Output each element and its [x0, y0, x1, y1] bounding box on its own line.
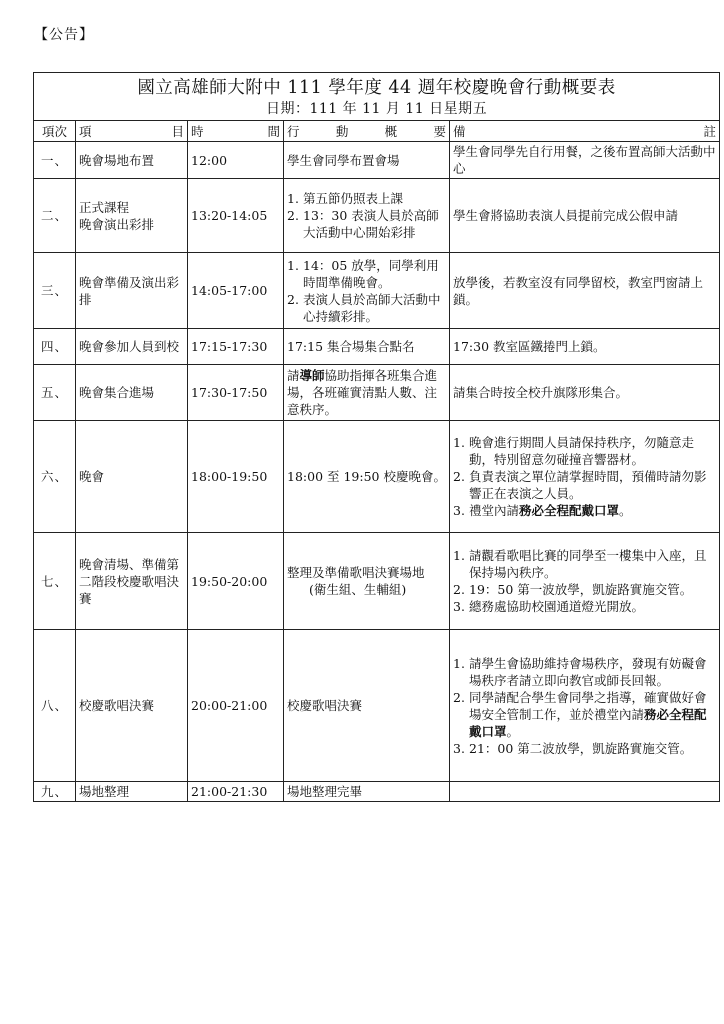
list-text: 請學生會協助維持會場秩序，發現有妨礙會場秩序者請立即向教官或師長回報。 [469, 655, 707, 688]
table-row [34, 253, 720, 329]
list-item [453, 547, 716, 581]
row-action [284, 179, 450, 253]
header-action [284, 121, 450, 142]
notice-label: 【公告】 [34, 27, 94, 43]
row-note: 學生會將協助表演人員提前完成公假申請 [450, 179, 720, 253]
list-item [453, 468, 716, 502]
row-time: 13:20-14:05 [188, 179, 284, 253]
list-number: 2. [453, 469, 465, 484]
row-index: 九、 [34, 782, 76, 802]
list-number: 1. [287, 257, 299, 273]
row-time: 14:05-17:00 [188, 253, 284, 329]
list-item [287, 291, 446, 325]
row-item: 晚會清場、準備第二階段校慶歌唱決賽 [76, 533, 188, 630]
header-note-a: 備 [453, 123, 466, 139]
action-list [287, 257, 446, 325]
table-row [34, 533, 720, 630]
row-index: 八、 [34, 630, 76, 782]
row-action: 17:15 集合場集合點名 [284, 329, 450, 365]
row-item-line: 晚會演出彩排 [79, 216, 155, 232]
header-row [34, 121, 720, 142]
list-number: 3. [453, 740, 465, 756]
row-time: 20:00-21:00 [188, 630, 284, 782]
row-action [284, 533, 450, 630]
list-item [287, 207, 446, 241]
row-note: 放學後，若教室沒有同學留校，教室門窗請上鎖。 [450, 253, 720, 329]
list-number: 1. [287, 191, 299, 206]
list-number: 2. [453, 689, 465, 705]
action-line: (衛生組、生輔組) [309, 582, 407, 597]
row-item: 晚會準備及演出彩排 [76, 253, 188, 329]
row-note: 請集合時按全校升旗隊形集合。 [450, 365, 720, 421]
list-text: 總務處協助校園通道燈光開放。 [469, 599, 645, 614]
list-text [469, 689, 716, 740]
action-text: 請 [287, 368, 300, 383]
table-row [34, 365, 720, 421]
event-date: 日期：111 年 11 月 11 日星期五 [265, 101, 488, 117]
row-time: 21:00-21:30 [188, 782, 284, 802]
row-item-line: 正式課程 [79, 199, 130, 215]
table-row [34, 329, 720, 365]
row-note: 學生會同學先自行用餐，之後布置高師大活動中心 [450, 142, 720, 179]
list-number: 3. [453, 599, 465, 614]
list-text: 21：00 第二波放學，凱旋路實施交管。 [469, 740, 693, 756]
list-number: 1. [453, 435, 465, 450]
row-time: 12:00 [188, 142, 284, 179]
list-text: 表演人員於高師大活動中心持續彩排。 [303, 291, 441, 324]
header-action-d: 要 [433, 123, 446, 139]
list-number: 3. [453, 503, 465, 518]
table-row [34, 142, 720, 179]
row-action: 18:00 至 19:50 校慶晚會。 [284, 421, 450, 533]
note-text: 禮堂內請 [469, 503, 520, 518]
header-item-b: 目 [171, 123, 184, 139]
list-item [453, 502, 716, 519]
list-text: 負責表演之單位請掌握時間，預備時請勿影響正在表演之人員。 [469, 469, 707, 501]
list-text: 19：50 第一波放學，凱旋路實施交管。 [469, 582, 693, 597]
list-number: 1. [453, 548, 465, 563]
note-emphasis: 務必全程配戴口罩 [519, 503, 620, 518]
header-action-b: 動 [335, 123, 349, 139]
table-row [34, 179, 720, 253]
row-time: 17:30-17:50 [188, 365, 284, 421]
table-row [34, 421, 720, 533]
list-number: 2. [287, 291, 299, 307]
action-text: 協助指揮各班集合進場，各班確實清點人數、注意秩序。 [287, 368, 438, 417]
list-text: 請觀看歌唱比賽的同學至一樓集中入座，且保持場內秩序。 [469, 548, 707, 580]
row-note [450, 421, 720, 533]
row-item: 晚會場地布置 [76, 142, 188, 179]
row-action: 校慶歌唱決賽 [284, 630, 450, 782]
row-time: 18:00-19:50 [188, 421, 284, 533]
row-index: 六、 [34, 421, 76, 533]
note-text: 。 [619, 503, 632, 518]
row-note [450, 782, 720, 802]
list-number: 1. [453, 655, 465, 671]
note-emphasis: 務必全程配戴口罩 [469, 706, 707, 739]
list-text [469, 502, 716, 519]
header-action-a: 行 [287, 123, 300, 139]
list-item [453, 434, 716, 468]
list-item [287, 190, 446, 207]
row-item: 晚會集合進場 [76, 365, 188, 421]
title-cell [34, 73, 720, 121]
list-number: 2. [453, 582, 465, 597]
header-action-c: 概 [384, 123, 398, 139]
row-item [76, 179, 188, 253]
row-index: 七、 [34, 533, 76, 630]
row-action: 學生會同學布置會場 [284, 142, 450, 179]
table-row [34, 630, 720, 782]
row-action [284, 253, 450, 329]
header-item-a: 項 [79, 123, 92, 139]
row-action [284, 365, 450, 421]
row-index: 五、 [34, 365, 76, 421]
page-title: 國立高雄師大附中 111 學年度 44 週年校慶晚會行動概要表 [137, 78, 616, 98]
schedule-document [33, 72, 719, 802]
row-note [450, 630, 720, 782]
header-time [188, 121, 284, 142]
schedule-table [33, 72, 720, 802]
list-text: 14：05 放學，同學利用時間準備晚會。 [303, 257, 439, 290]
header-time-b: 間 [267, 123, 280, 139]
row-note [450, 533, 720, 630]
row-time: 17:15-17:30 [188, 329, 284, 365]
row-item: 場地整理 [76, 782, 188, 802]
action-line: 整理及準備歌唱決賽場地 [287, 565, 425, 580]
row-index: 一、 [34, 142, 76, 179]
note-list [453, 434, 716, 519]
list-item [453, 581, 716, 598]
row-item: 晚會參加人員到校 [76, 329, 188, 365]
header-index: 項次 [34, 121, 76, 142]
title-row [34, 73, 720, 121]
list-number: 2. [287, 208, 299, 223]
list-item [453, 740, 716, 757]
row-index: 四、 [34, 329, 76, 365]
header-note-b: 註 [703, 123, 717, 139]
list-item [453, 598, 716, 615]
row-action: 場地整理完畢 [284, 782, 450, 802]
list-text: 13：30 表演人員於高師大活動中心開始彩排 [303, 208, 439, 240]
row-item: 晚會 [76, 421, 188, 533]
action-list [287, 190, 446, 241]
header-item [76, 121, 188, 142]
note-text: 。 [506, 723, 520, 739]
row-index: 三、 [34, 253, 76, 329]
list-item [287, 257, 446, 291]
header-note [450, 121, 720, 142]
table-row [34, 782, 720, 802]
list-text: 晚會進行期間人員請保持秩序，勿隨意走動，特別留意勿碰撞音響器材。 [469, 435, 695, 467]
row-note: 17:30 教室區鐵捲門上鎖。 [450, 329, 720, 365]
list-item [453, 655, 716, 689]
list-item [453, 689, 716, 740]
list-text: 第五節仍照表上課 [303, 191, 404, 206]
row-index: 二、 [34, 179, 76, 253]
header-time-a: 時 [191, 123, 204, 139]
action-emphasis: 導師 [299, 368, 325, 383]
row-time: 19:50-20:00 [188, 533, 284, 630]
row-item: 校慶歌唱決賽 [76, 630, 188, 782]
note-list [453, 547, 716, 615]
note-list [453, 655, 716, 757]
note-text: 同學請配合學生會同學之指導，確實做好會場安全管制工作，並於禮堂內請 [469, 689, 707, 722]
